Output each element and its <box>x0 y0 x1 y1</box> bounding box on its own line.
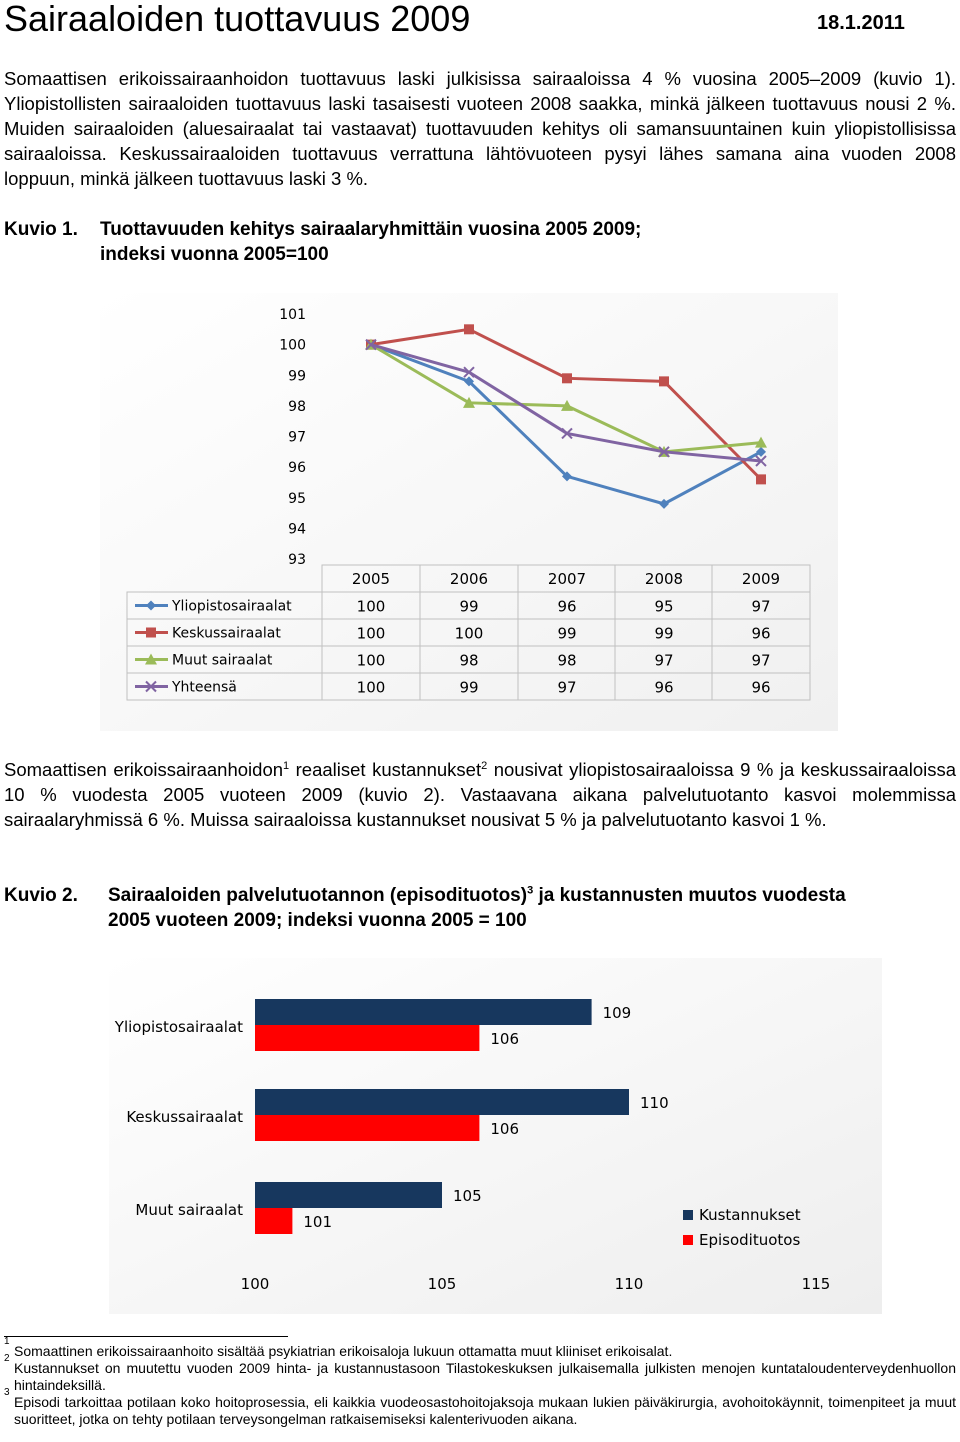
y-tick-label-95: 95 <box>288 490 306 507</box>
table-value-3-4: 96 <box>751 678 771 697</box>
cost-production-bar-chart <box>109 958 882 1314</box>
x-tick-label-115: 115 <box>801 1275 831 1293</box>
footnote-3-text: Episodi tarkoittaa potilaan koko hoitoprosessia, eli kaikkia vuodeosastohoitojaksoja mukaan lukien päiväkirurgia, avohoitokäynnit, toimenpiteet ja muut suoritteet, jotka on tehty potilaan terveysongelman ratkaisemiseksi kalenterivuoden aikana. <box>14 1394 956 1427</box>
legend-swatch-1 <box>683 1235 693 1245</box>
figure1-label: Kuvio 1. <box>4 219 78 240</box>
category-label-0: Yliopistosairaalat <box>114 1018 243 1036</box>
p2-text-2: reaaliset kustannukset <box>289 759 482 780</box>
table-value-1-0: 100 <box>356 624 386 643</box>
y-tick-label-93: 93 <box>288 552 306 568</box>
table-value-0-3: 95 <box>654 597 674 616</box>
figure2-chart <box>109 958 882 1314</box>
y-tick-label-100: 100 <box>279 337 306 354</box>
intro-paragraph <box>4 66 956 191</box>
bar-0-1 <box>255 1025 479 1051</box>
bar-value-1-0: 110 <box>640 1094 669 1112</box>
figure2-title-line2: 2005 vuoteen 2009; indeksi vuonna 2005 = 100 <box>108 910 527 931</box>
footnote-2: 2 Kustannukset on muutettu vuoden 2009 hinta- ja kustannustasoon Tilastokeskuksen julkaisemalla julkisten menojen kuntataloudenterveydenhuollon hintaindeksillä. <box>4 1353 956 1393</box>
y-tick-label-96: 96 <box>288 460 306 477</box>
table-value-1-4: 96 <box>751 624 771 643</box>
x-tick-label-110: 110 <box>614 1275 644 1293</box>
table-value-3-0: 100 <box>356 678 386 697</box>
table-value-2-4: 97 <box>751 651 771 670</box>
figure2-title-part1: Sairaaloiden palvelutuotannon (episodituotos) <box>108 885 528 906</box>
table-value-0-2: 96 <box>557 597 577 616</box>
table-value-0-0: 100 <box>356 597 386 616</box>
bar-value-0-0: 109 <box>602 1004 632 1022</box>
table-value-2-2: 98 <box>557 651 577 670</box>
table-value-3-3: 96 <box>654 678 674 697</box>
legend-marker-1 <box>146 628 156 638</box>
footnotes <box>4 1336 956 1428</box>
table-value-2-3: 97 <box>654 651 674 670</box>
table-value-3-2: 97 <box>557 678 577 697</box>
series-1-point-2 <box>562 373 572 383</box>
legend-label-0: Kustannukset <box>699 1206 801 1224</box>
table-value-1-2: 99 <box>557 624 577 643</box>
footnote-3: 3 Episodi tarkoittaa potilaan koko hoitoprosessia, eli kaikkia vuodeosastohoitojaksoja mukaan lukien päiväkirurgia, avohoitokäynnit, toimenpiteet ja muut suoritteet, jotka on tehty potilaan terveysongelman ratkaisemiseksi kalenterivuoden aikana. <box>4 1387 956 1427</box>
page-title: Sairaaloiden tuottavuus 2009 <box>4 0 471 39</box>
table-value-1-3: 99 <box>654 624 674 643</box>
y-tick-label-98: 98 <box>288 398 306 415</box>
legend-label-3: Yhteensä <box>172 679 237 696</box>
legend-label-1: Keskussairaalat <box>172 625 281 642</box>
y-tick-label-94: 94 <box>288 521 306 538</box>
x-tick-label-2005: 2005 <box>351 570 391 588</box>
legend-label-2: Muut sairaalat <box>172 652 273 669</box>
table-value-0-4: 97 <box>751 597 771 616</box>
x-tick-label-2009: 2009 <box>741 570 781 588</box>
table-value-0-1: 99 <box>459 597 479 616</box>
footnote-2-text: Kustannukset on muutettu vuoden 2009 hinta- ja kustannustasoon Tilastokeskuksen julkaisemalla julkisten menojen kuntataloudenterveydenhuollon hintaindeksillä. <box>14 1360 956 1393</box>
footnote-1-text: Somaattinen erikoissairaanhoito sisältää psykiatrian erikoisaloja lukuun ottamatta muut kliiniset erikoisalat. <box>14 1343 673 1359</box>
x-tick-label-100: 100 <box>240 1275 270 1293</box>
bar-0-0 <box>255 999 592 1025</box>
table-value-3-1: 99 <box>459 678 479 697</box>
y-tick-label-97: 97 <box>288 429 306 446</box>
bar-2-1 <box>255 1208 292 1234</box>
figure1-chart <box>100 293 838 731</box>
x-tick-label-2008: 2008 <box>644 570 684 588</box>
intro-text: Somaattisen erikoissairaanhoidon tuottavuus laski julkisissa sairaaloissa 4 % vuosina 2005–2009 (kuvio 1). Yliopistollisten sairaaloiden tuottavuus laski tasaisesti vuoteen 2008 saakka, minkä jälkeen tuottavuus nousi 2 %. Muiden sairaaloiden (aluesairaalat tai vastaavat) tuottavuuden kehitys oli samansuuntainen kuin yliopistollisissa sairaaloissa. Keskussairaaloiden tuottavuus verrattuna lähtövuoteen pysyi lähes samana aina vuoden 2008 loppuun, minkä jälkeen tuottavuus laski 3 %. <box>4 68 956 189</box>
footnote-ref-3[interactable]: 3 <box>527 884 534 897</box>
table-value-1-1: 100 <box>454 624 484 643</box>
series-1-point-4 <box>756 474 766 484</box>
figure2-title-part2: ja kustannusten muutos vuodesta <box>533 885 846 906</box>
footnote-ref-2[interactable]: 2 <box>481 759 488 772</box>
x-tick-label-105: 105 <box>427 1275 457 1293</box>
bar-value-2-0: 105 <box>453 1187 482 1205</box>
legend-label-1: Episodituotos <box>699 1231 801 1249</box>
p2-text-1: Somaattisen erikoissairaanhoidon <box>4 759 284 780</box>
table-value-2-1: 98 <box>459 651 479 670</box>
bar-1-1 <box>255 1115 479 1141</box>
bar-value-0-1: 106 <box>490 1030 520 1048</box>
productivity-line-chart <box>100 293 838 731</box>
figure1-title-line1: Tuottavuuden kehitys sairaalaryhmittäin vuosina 2005 2009; <box>100 219 642 240</box>
page-date: 18.1.2011 <box>817 12 905 34</box>
y-tick-label-101: 101 <box>279 307 306 323</box>
series-1-point-3 <box>659 376 669 386</box>
bar-value-2-1: 101 <box>303 1213 333 1231</box>
x-tick-label-2007: 2007 <box>547 570 587 588</box>
bar-2-0 <box>255 1182 442 1208</box>
y-tick-label-99: 99 <box>288 368 306 385</box>
category-label-1: Keskussairaalat <box>126 1108 243 1126</box>
p2-text-3: nousivat yliopistosairaaloissa 9 % ja keskussairaaloissa 10 % vuodesta 2005 vuoteen 2009 (kuvio 2). Vastaavana aikana palvelutuotanto kasvoi molemmissa sairaalaryhmissä 6 %. Muissa sairaaloissa kustannukset nousivat 5 % ja palvelutuotanto kasvoi 1 %. <box>4 759 957 830</box>
paragraph-2 <box>4 757 956 832</box>
footnote-rule <box>4 1336 288 1337</box>
x-tick-label-2006: 2006 <box>449 570 489 588</box>
bar-value-1-1: 106 <box>490 1120 520 1138</box>
footnote-ref-1[interactable]: 1 <box>283 759 290 772</box>
table-value-2-0: 100 <box>356 651 386 670</box>
figure1-title-line2: indeksi vuonna 2005=100 <box>100 244 329 265</box>
footnote-1: 1 Somaattinen erikoissairaanhoito sisältää psykiatrian erikoisaloja lukuun ottamatta muut kliiniset erikoisalat. <box>4 1336 673 1359</box>
bar-1-0 <box>255 1089 629 1115</box>
figure2-label: Kuvio 2. <box>4 885 78 906</box>
series-1-point-1 <box>464 324 474 334</box>
category-label-2: Muut sairaalat <box>135 1201 243 1219</box>
legend-swatch-0 <box>683 1210 693 1220</box>
legend-label-0: Yliopistosairaalat <box>172 598 292 615</box>
